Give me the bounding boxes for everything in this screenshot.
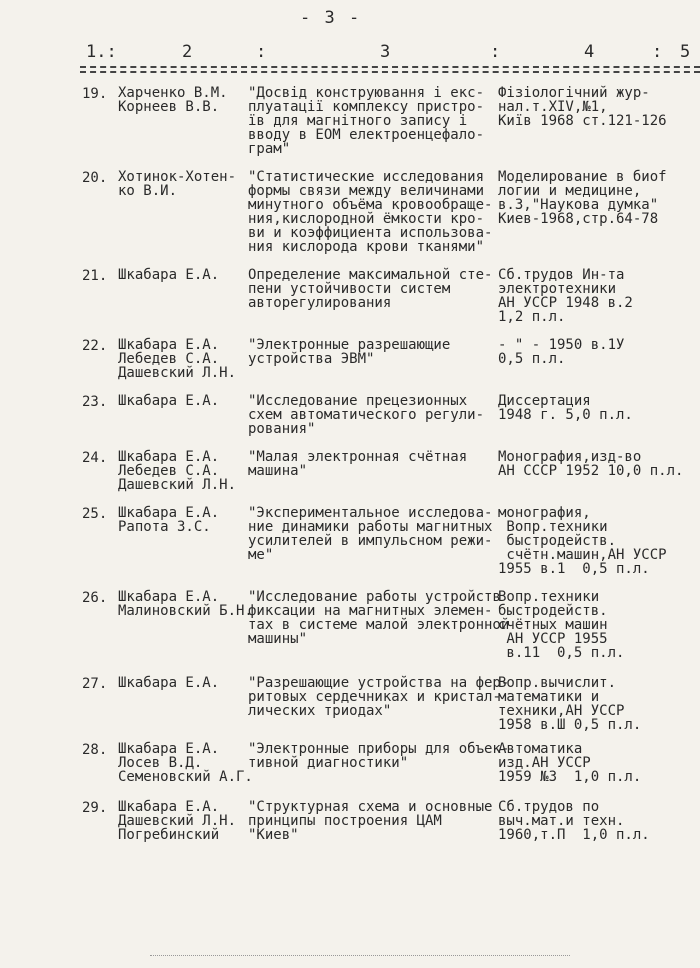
title-line: "Киев" [248, 827, 299, 843]
entry-title [248, 506, 498, 562]
title-line: грам" [248, 141, 291, 157]
source-line: в.11 0,5 п.л. [498, 645, 625, 661]
title-line: устройства ЭВМ" [248, 351, 375, 367]
col-head-5: 5 [680, 42, 691, 62]
source-line: счётн.машин,АН УССР [498, 547, 667, 563]
entry-authors [118, 676, 219, 690]
source-line: 1959 №3 1,0 п.л. [498, 769, 642, 785]
entry-source [498, 394, 698, 422]
source-line: монография, [498, 505, 591, 521]
entry-source [498, 268, 698, 324]
author-line: ко В.И. [118, 183, 178, 199]
entry-authors [118, 450, 236, 492]
col-sep-2: : [490, 42, 501, 62]
source-line: быстродейств. [498, 533, 617, 549]
entry-number: 21. [82, 268, 108, 284]
entry-source [498, 450, 698, 478]
entry-number: 25. [82, 506, 108, 522]
title-line: принципы построения ЦАМ [248, 813, 442, 829]
entry-authors [118, 394, 219, 408]
source-line: техники,АН УССР [498, 703, 625, 719]
source-line: Автоматика [498, 741, 583, 757]
title-line: "Электронные приборы для объек- [248, 741, 510, 757]
source-line: Моделирование в биоf [498, 169, 667, 185]
entry-number: 20. [82, 170, 108, 186]
entry-authors [118, 86, 228, 114]
title-line: пени устойчивости систем [248, 281, 451, 297]
entry-title [248, 741, 510, 771]
source-line: АН УССР 1955 [498, 631, 608, 647]
source-line: Вопр.техники [498, 589, 600, 605]
source-line: математики и [498, 689, 600, 705]
author-line: Шкабара Е.А. [118, 267, 220, 283]
entry-number: 22. [82, 338, 108, 354]
source-line: Фізіологічний жур- [498, 85, 650, 101]
author-line: Харченко В.М. [118, 85, 228, 101]
title-line: ви и коэффициента использова- [248, 225, 493, 241]
source-line: Вопр.техники [498, 519, 608, 535]
source-line: 1948 г. 5,0 п.л. [498, 407, 633, 423]
source-line: АН СССР 1952 10,0 п.л. [498, 463, 684, 479]
author-line: Шкабара Е.А. [118, 675, 220, 691]
title-line: їв для магнітного запису і [248, 113, 468, 129]
source-line: выч.мат.и техн. [498, 813, 625, 829]
entry-number: 24. [82, 450, 108, 466]
author-line: Шкабара Е.А. [118, 741, 220, 757]
col-head-3: 3 [380, 42, 391, 62]
author-line: Погребинский [118, 827, 220, 843]
col-sep-3: : [652, 42, 663, 62]
source-line: изд.АН УССР [498, 755, 591, 771]
source-line: нал.т.XIV,№1, [498, 99, 608, 115]
entry-authors [118, 800, 236, 842]
col-head-4: 4 [584, 42, 595, 62]
entry-title [248, 338, 498, 366]
title-line: "Исследование прецезионных [248, 393, 468, 409]
entry-title [248, 589, 510, 647]
source-line: в.3,"Наукова думка" [498, 197, 659, 213]
entry-title [248, 268, 498, 310]
title-line: "Исследование работы устройств [248, 589, 501, 605]
author-line: Лосев В.Д. [118, 755, 203, 771]
title-line: машины" [248, 631, 308, 647]
title-line: фиксации на магнитных элемен- [248, 603, 493, 619]
entry-authors [118, 506, 219, 534]
title-line: "Статистические исследования [248, 169, 485, 185]
entry-source [498, 338, 698, 366]
entry-source [498, 676, 698, 732]
author-line: Лебедев С.А. [118, 351, 220, 367]
entry-authors [118, 338, 236, 380]
entry-title [248, 675, 510, 719]
title-line: усилителей в импульсном режи- [248, 533, 493, 549]
author-line: Шкабара Е.А. [118, 799, 220, 815]
source-line: 1958 в.Ш 0,5 п.л. [498, 717, 642, 733]
title-line: машина" [248, 463, 308, 479]
title-line: "Электронные разрешающие [248, 337, 451, 353]
source-line: Киев-1968,стр.64-78 [498, 211, 659, 227]
header-rule-top [80, 66, 700, 68]
source-line: - " - 1950 в.1У [498, 337, 625, 353]
entry-title [248, 86, 498, 156]
author-line: Дашевский Л.Н. [118, 365, 237, 381]
title-line: "Экспериментальное исследова- [248, 505, 493, 521]
entry-number: 27. [82, 676, 108, 692]
col-sep-1: : [256, 42, 267, 62]
title-line: лических триодах" [248, 703, 392, 719]
entry-authors [118, 170, 236, 198]
col-head-2: 2 [182, 42, 193, 62]
title-line: "Структурная схема и основные [248, 799, 493, 815]
title-line: тах в системе малой электронной [248, 617, 510, 633]
entry-number: 26. [82, 590, 108, 606]
entry-number: 19. [82, 86, 108, 102]
author-line: Шкабара Е.А. [118, 337, 220, 353]
author-line: Рапота З.С. [118, 519, 211, 535]
title-line: тивной диагностики" [248, 755, 409, 771]
page-number: - 3 - [300, 8, 362, 28]
title-line: ме" [248, 547, 274, 563]
author-line: Шкабара Е.А. [118, 393, 220, 409]
title-line: ния кислорода крови тканями" [248, 239, 485, 255]
entry-source [498, 590, 698, 660]
title-line: авторегулирования [248, 295, 392, 311]
author-line: Семеновский А.Г. [118, 769, 253, 785]
entry-title [248, 394, 498, 436]
source-line: логии и медицине, [498, 183, 642, 199]
author-line: Лебедев С.А. [118, 463, 220, 479]
source-line: Сб.трудов по [498, 799, 600, 815]
title-line: схем автоматического регули- [248, 407, 485, 423]
entry-source [498, 170, 698, 226]
entry-authors [118, 268, 219, 282]
entry-title [248, 800, 498, 842]
source-line: быстродейств. [498, 603, 608, 619]
entry-number: 29. [82, 800, 108, 816]
source-line: Київ 1968 ст.121-126 [498, 113, 667, 129]
source-line: электротехники [498, 281, 617, 297]
author-line: Малиновский Б.Н. [118, 603, 253, 619]
entry-authors [118, 590, 253, 618]
title-line: ритовых сердечниках и кристал- [248, 689, 501, 705]
title-line: вводу в ЕОМ електроенцефало- [248, 127, 485, 143]
entry-title [248, 450, 498, 478]
source-line: Монография,изд-во [498, 449, 642, 465]
col-head-1: 1.: [86, 42, 117, 62]
source-line: АН УССР 1948 в.2 [498, 295, 633, 311]
author-line: Шкабара Е.А. [118, 505, 220, 521]
source-line: 1955 в.1 0,5 п.л. [498, 561, 650, 577]
source-line: 0,5 п.л. [498, 351, 566, 367]
entry-source [498, 506, 698, 576]
entry-source [498, 86, 698, 128]
title-line: формы связи между величинами [248, 183, 485, 199]
author-line: Хотинок-Хотен- [118, 169, 237, 185]
source-line: 1960,т.П 1,0 п.л. [498, 827, 650, 843]
entry-title [248, 170, 498, 254]
entry-number: 28. [82, 742, 108, 758]
author-line: Дашевский Л.Н. [118, 813, 237, 829]
title-line: рования" [248, 421, 316, 437]
source-line: Диссертация [498, 393, 591, 409]
title-line: "Разрешающие устройства на фер- [248, 675, 510, 691]
title-line: плуатації комплексу пристро- [248, 99, 485, 115]
title-line: Определение максимальной сте- [248, 267, 493, 283]
title-line: ние динамики работы магнитных [248, 519, 493, 535]
footer-rule [150, 955, 570, 956]
author-line: Дашевский Л.Н. [118, 477, 237, 493]
title-line: "Малая электронная счётная [248, 449, 468, 465]
title-line: ния,кислородной ёмкости кро- [248, 211, 485, 227]
header-rule-bottom [80, 71, 700, 73]
entry-source [498, 800, 698, 842]
author-line: Корнеев В.В. [118, 99, 220, 115]
title-line: "Досвід конструювання і екс- [248, 85, 485, 101]
entry-authors [118, 742, 253, 784]
author-line: Шкабара Е.А. [118, 589, 220, 605]
source-line: счётных машин [498, 617, 608, 633]
entry-source [498, 742, 698, 784]
entry-number: 23. [82, 394, 108, 410]
title-line: минутного объёма кровообраще- [248, 197, 493, 213]
source-line: Вопр.вычислит. [498, 675, 617, 691]
source-line: Сб.трудов Ин-та [498, 267, 625, 283]
author-line: Шкабара Е.А. [118, 449, 220, 465]
source-line: 1,2 п.л. [498, 309, 566, 325]
